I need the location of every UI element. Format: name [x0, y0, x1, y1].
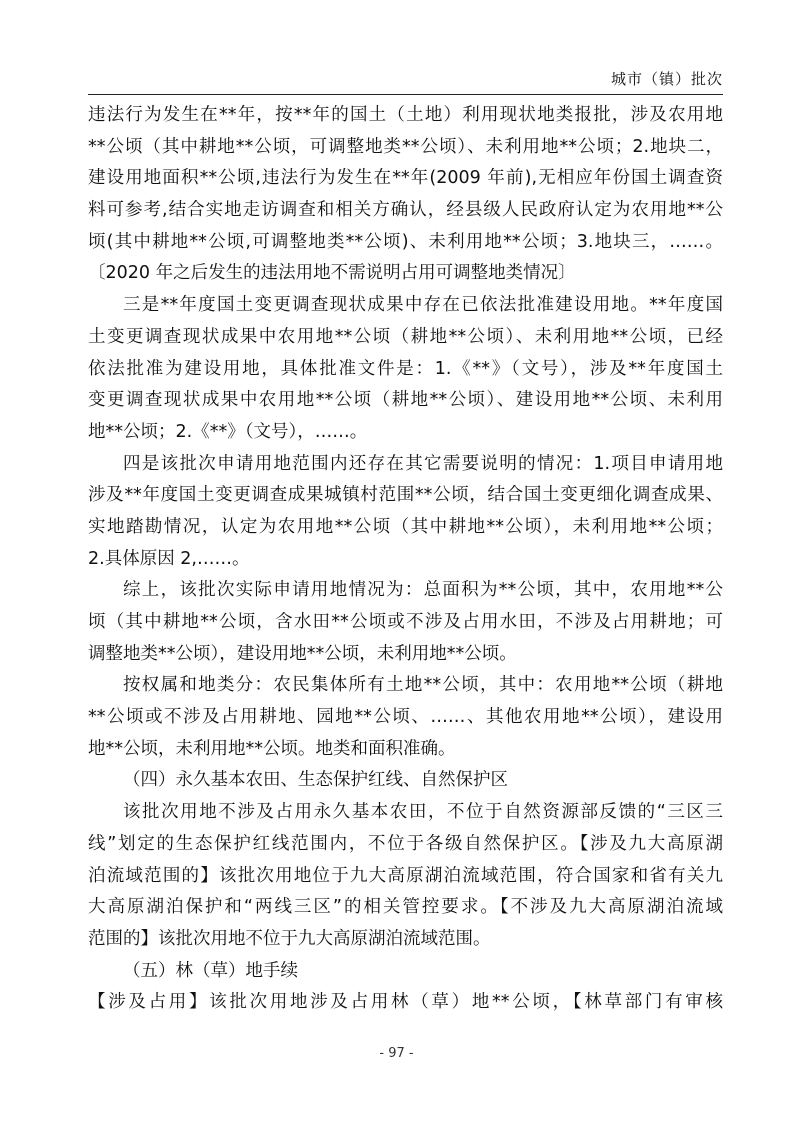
- text-line: 2.具体原因 2,……。: [88, 548, 250, 569]
- text-line: 线”划定的生态保护红线范围内，不位于各级自然保护区。【涉及九大高原湖: [88, 833, 723, 854]
- text-line: 调整地类**公顷），建设用地**公顷，未利用地**公顷。: [88, 643, 517, 664]
- text-line: 大高原湖泊保护和“两线三区”的相关管控要求。【不涉及九大高原湖泊流域: [88, 897, 723, 918]
- text-line: 【涉及占用】该批次用地涉及占用林（草）地**公顷，【林草部门有审核: [88, 992, 723, 1013]
- text-line: 该批次用地不涉及占用永久基本农田，不位于自然资源部反馈的“三区三: [123, 802, 723, 823]
- text-line: 顷(其中耕地**公顷,可调整地类**公顷)、未利用地**公顷；3.地块三，……。: [88, 231, 723, 252]
- text-line: 泊流域范围的】该批次用地位于九大高原湖泊流域范围，符合国家和省有关九: [88, 865, 723, 886]
- text-line: 建设用地面积**公顷,违法行为发生在**年(2009 年前),无相应年份国土调查资: [88, 168, 723, 189]
- text-line: 〔2020 年之后发生的违法用地不需说明占用可调整地类情况〕: [88, 263, 576, 284]
- text-line: 四是该批次申请用地范围内还存在其它需要说明的情况：1.项目申请用地: [123, 453, 723, 474]
- text-line: 实地踏勘情况，认定为农用地**公顷（其中耕地**公顷），未利用地**公顷；: [88, 516, 723, 537]
- section-heading: （四）永久基本农田、生态保护红线、自然保护区: [123, 770, 508, 791]
- page-header: [88, 62, 723, 95]
- text-line: **公顷（其中耕地**公顷，可调整地类**公顷）、未利用地**公顷；2.地块二，: [88, 136, 723, 157]
- header-title: 城市（镇）批次: [610, 70, 723, 88]
- document-body: [88, 100, 723, 1019]
- text-line: 按权属和地类分：农民集体所有土地**公顷，其中：农用地**公顷（耕地: [123, 675, 723, 696]
- text-line: 土变更调查现状成果中农用地**公顷（耕地**公顷）、未利用地**公顷，已经: [88, 326, 723, 347]
- text-line: 料可参考,结合实地走访调查和相关方确认，经县级人民政府认定为农用地**公: [88, 200, 723, 221]
- text-line: 范围的】该批次用地不位于九大高原湖泊流域范围。: [88, 928, 491, 949]
- section-heading: （五）林（草）地手续: [123, 960, 298, 981]
- text-line: 综上，该批次实际申请用地情况为：总面积为**公顷，其中，农用地**公: [123, 580, 723, 601]
- text-line: 顷（其中耕地**公顷，含水田**公顷或不涉及占用水田，不涉及占用耕地；可: [88, 612, 723, 632]
- text-line: **公顷或不涉及占用耕地、园地**公顷、……、其他农用地**公顷），建设用: [88, 707, 723, 728]
- text-line: 依法批准为建设用地，具体批准文件是：1.《**》（文号），涉及**年度国土: [88, 358, 723, 379]
- text-line: 变更调查现状成果中农用地**公顷（耕地**公顷）、建设用地**公顷、未利用: [88, 390, 723, 411]
- text-line: 违法行为发生在**年，按**年的国土（土地）利用现状地类报批，涉及农用地: [88, 105, 723, 125]
- text-line: 地**公顷，未利用地**公顷。地类和面积准确。: [88, 738, 456, 759]
- text-line: 地**公顷；2.《**》（文号），……。: [88, 421, 368, 442]
- text-line: 涉及**年度国土变更调查成果城镇村范围**公顷，结合国土变更细化调查成果、: [88, 485, 723, 506]
- page-number: - 97 -: [379, 1046, 414, 1061]
- text-line: 三是**年度国土变更调查现状成果中存在已依法批准建设用地。**年度国: [123, 295, 723, 316]
